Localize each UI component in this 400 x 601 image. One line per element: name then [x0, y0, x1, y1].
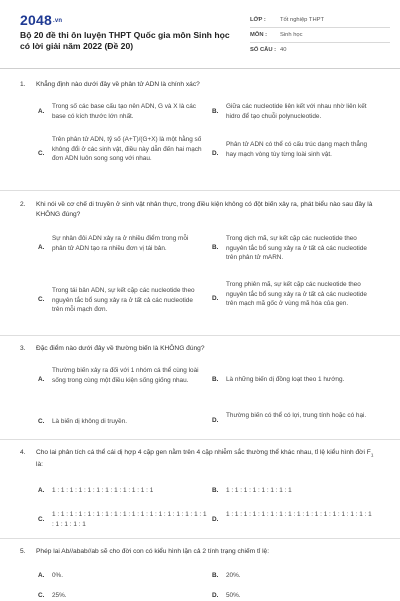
- meta-value: Tốt nghiệp THPT: [280, 17, 325, 23]
- meta-label: SỐ CÂU :: [250, 47, 277, 53]
- option-letter: D.: [212, 516, 219, 523]
- option-text: Trên phân tử ADN, tỷ số (A+T)/(G+X) là một hằng số không đổi ở các sinh vật, điều này dẫn đến hai mạch đơn ADN luôn song song với nhau.: [52, 136, 202, 162]
- logo-text: 2048: [20, 12, 52, 28]
- question-divider: [0, 335, 400, 336]
- option-text: Trong dịch mã, sự kết cặp các nucleotide theo nguyên tắc bổ sung xảy ra ở tất cả các nucleotide trên phân tử mARN.: [226, 235, 367, 261]
- meta-value: 40: [280, 47, 287, 53]
- option-text: Trong tái bản ADN, sự kết cặp các nucleotide theo nguyên tắc bổ sung xảy ra ở tất cả các nucleotide trên mỗi mạch đơn.: [52, 287, 195, 313]
- meta-row-subject: [250, 28, 390, 43]
- meta-label: MÔN :: [250, 32, 268, 38]
- option-text: Là biến dị không di truyền.: [52, 418, 127, 425]
- option-text: Là những biến dị đồng loạt theo 1 hướng.: [226, 376, 345, 383]
- meta-row-count: [250, 43, 390, 57]
- question-text: Phép lai Ab//abab//ab sẽ cho đời con có kiểu hình lặn cả 2 tính trạng chiếm tỉ lệ:: [36, 548, 270, 555]
- option-text: Giữa các nucleotide liên kết với nhau nhờ liên kết hidro để tạo chuỗi polynucleotide.: [226, 103, 367, 120]
- option-text: 25%.: [52, 592, 67, 599]
- question-divider: [0, 538, 400, 539]
- option-text: Thường biến có thể có lợi, trung tính hoặc có hại.: [226, 412, 367, 419]
- option-text: 1 : 1 : 1 : 1 : 1 : 1 : 1 : 1: [226, 487, 292, 494]
- question-number: 1.: [20, 81, 26, 88]
- question-text-end: là:: [36, 460, 43, 468]
- exam-title: Bộ 20 đề thi ôn luyện THPT Quốc gia môn Sinh học có lời giải năm 2022 (Đề 20): [20, 30, 230, 51]
- question-text: Đặc điểm nào dưới đây về thường biến là KHÔNG đúng?: [36, 345, 205, 352]
- question-text: Khẳng định nào dưới đây về phân tử ADN là chính xác?: [36, 81, 200, 88]
- option-letter: C.: [38, 516, 45, 523]
- option-text: Thường biến xảy ra đối với 1 nhóm cá thể cùng loài sống trong cùng một điều kiện sống giống nhau.: [52, 367, 199, 384]
- header: [0, 0, 400, 66]
- option-letter: B.: [212, 244, 219, 251]
- option-letter: A.: [38, 108, 45, 115]
- option-letter: A.: [38, 572, 45, 579]
- option-letter: B.: [212, 108, 219, 115]
- question-number: 3.: [20, 345, 26, 352]
- option-text: 1 : 1 : 1 : 1 : 1 : 1 : 1 : 1 : 1 : 1 : 1 : 1: [52, 487, 154, 494]
- option-letter: A.: [38, 487, 45, 494]
- option-text: Sự nhân đôi ADN xảy ra ở nhiều điểm trong mỗi phân tử ADN tạo ra nhiều đơn vị tái bản.: [52, 235, 189, 252]
- option-text: 0%.: [52, 572, 64, 579]
- option-letter: D.: [212, 295, 219, 302]
- option-text: Trong số các base cấu tạo nên ADN, G và X là các base có kích thước lớn nhất.: [52, 103, 196, 120]
- question-divider: [0, 190, 400, 191]
- option-letter: D.: [212, 150, 219, 157]
- meta-row-grade: [250, 13, 390, 28]
- option-text: 20%.: [226, 572, 241, 579]
- option-letter: D.: [212, 592, 219, 599]
- header-divider: [0, 68, 400, 69]
- generation-subscript: 1: [370, 452, 374, 458]
- question-divider: [0, 439, 400, 440]
- question-text-main: Cho lai phân tích cá thể cái dị hợp 4 cặp gen nằm trên 4 cặp nhiễm sắc thường thể khác nhau, tỉ lệ kiểu hình đời F: [36, 449, 371, 456]
- question-number: 2.: [20, 201, 26, 208]
- question-text: [36, 448, 382, 469]
- option-letter: A.: [38, 376, 45, 383]
- option-letter: B.: [212, 487, 219, 494]
- option-letter: C.: [38, 296, 45, 303]
- exam-meta: [250, 13, 390, 57]
- option-letter: A.: [38, 244, 45, 251]
- question-number: 4.: [20, 449, 26, 456]
- option-letter: C.: [38, 418, 45, 425]
- question-text: Khi nói về cơ chế di truyền ở sinh vật nhân thực, trong điều kiện không có đột biến xảy ra, phát biểu nào sau đây là KHÔNG đúng?: [36, 201, 373, 218]
- meta-value: Sinh học: [280, 32, 303, 38]
- option-letter: C.: [38, 592, 45, 599]
- option-text: 1 : 1 : 1 : 1 : 1 : 1 : 1 : 1 : 1 : 1 : 1 : 1 : 1 : 1 : 1 : 1 : 1 : 1 : 1 : 1 : 1 : 1: [52, 511, 207, 528]
- meta-label: LỚP :: [250, 17, 266, 23]
- option-text: Trong phiên mã, sự kết cặp các nucleotide theo nguyên tắc bổ sung xảy ra ở tất cả các nucleotide trên mạch mã gốc ở vùng mã hóa của gen.: [226, 281, 367, 307]
- option-text: 1 : 1 : 1 : 1 : 1 : 1 : 1 : 1 : 1 : 1 : 1 : 1 : 1 : 1 : 1 : 1 : 1: [226, 511, 372, 518]
- option-text: 50%.: [226, 592, 241, 599]
- option-letter: B.: [212, 572, 219, 579]
- logo-suffix: .vn: [52, 18, 63, 25]
- question-number: 5.: [20, 548, 26, 555]
- option-letter: C.: [38, 150, 45, 157]
- option-letter: D.: [212, 417, 219, 424]
- site-logo[interactable]: [20, 12, 62, 28]
- option-letter: B.: [212, 376, 219, 383]
- option-text: Phân tử ADN có thể có cấu trúc dạng mạch thẳng hay mạch vòng tùy từng loài sinh vật.: [226, 141, 368, 158]
